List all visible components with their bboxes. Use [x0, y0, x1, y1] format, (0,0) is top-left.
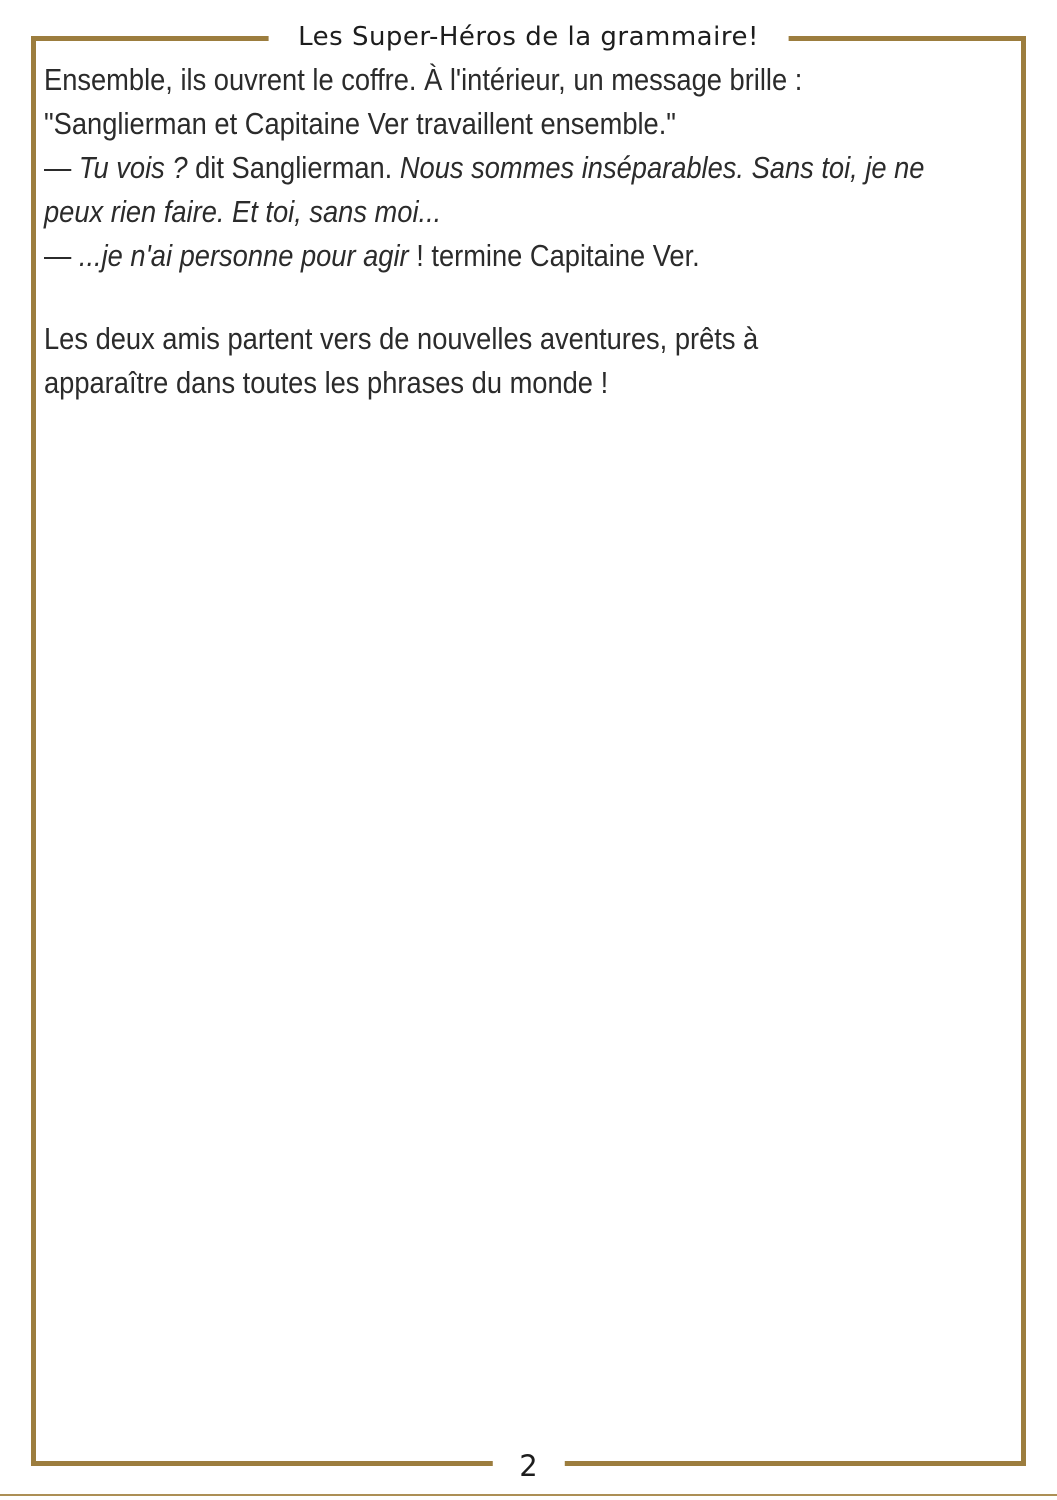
story-line — [44, 102, 1012, 146]
page-number: 2 — [492, 1449, 564, 1483]
story-segment: Les deux amis partent vers de nouvelles aventures, prêts à — [44, 321, 759, 356]
story-segment-italic: peux rien faire. Et toi, sans moi... — [44, 194, 442, 229]
story-segment-italic: Nous sommes inséparables. Sans toi, je ne — [399, 150, 925, 185]
page-title: Les Super-Héros de la grammaire! — [268, 22, 789, 52]
story-segment: "Sanglierman et Capitaine Ver travaillent ensemble." — [44, 106, 677, 141]
story-segment: ! termine Capitaine Ver. — [408, 238, 700, 273]
next-page-edge-line — [0, 1494, 1057, 1496]
story-paragraph — [44, 58, 1012, 278]
story-segment-italic: ...je n'ai personne pour agir — [78, 238, 409, 273]
story-segment: apparaître dans toutes les phrases du monde ! — [44, 365, 609, 400]
story-segment: — — [44, 238, 79, 273]
story-paragraph — [44, 317, 1012, 405]
story-line — [44, 146, 1012, 190]
story-segment: dit Sanglierman. — [187, 150, 400, 185]
story-line — [44, 361, 1012, 405]
story-segment-italic: Tu vois ? — [78, 150, 188, 185]
story-line — [44, 58, 1012, 102]
story-line — [44, 317, 1012, 361]
story-segment: — — [44, 150, 79, 185]
story-line — [44, 190, 1012, 234]
story-line — [44, 234, 1012, 278]
story-segment: Ensemble, ils ouvrent le coffre. À l'intérieur, un message brille : — [44, 62, 803, 97]
story-text — [44, 58, 1012, 405]
